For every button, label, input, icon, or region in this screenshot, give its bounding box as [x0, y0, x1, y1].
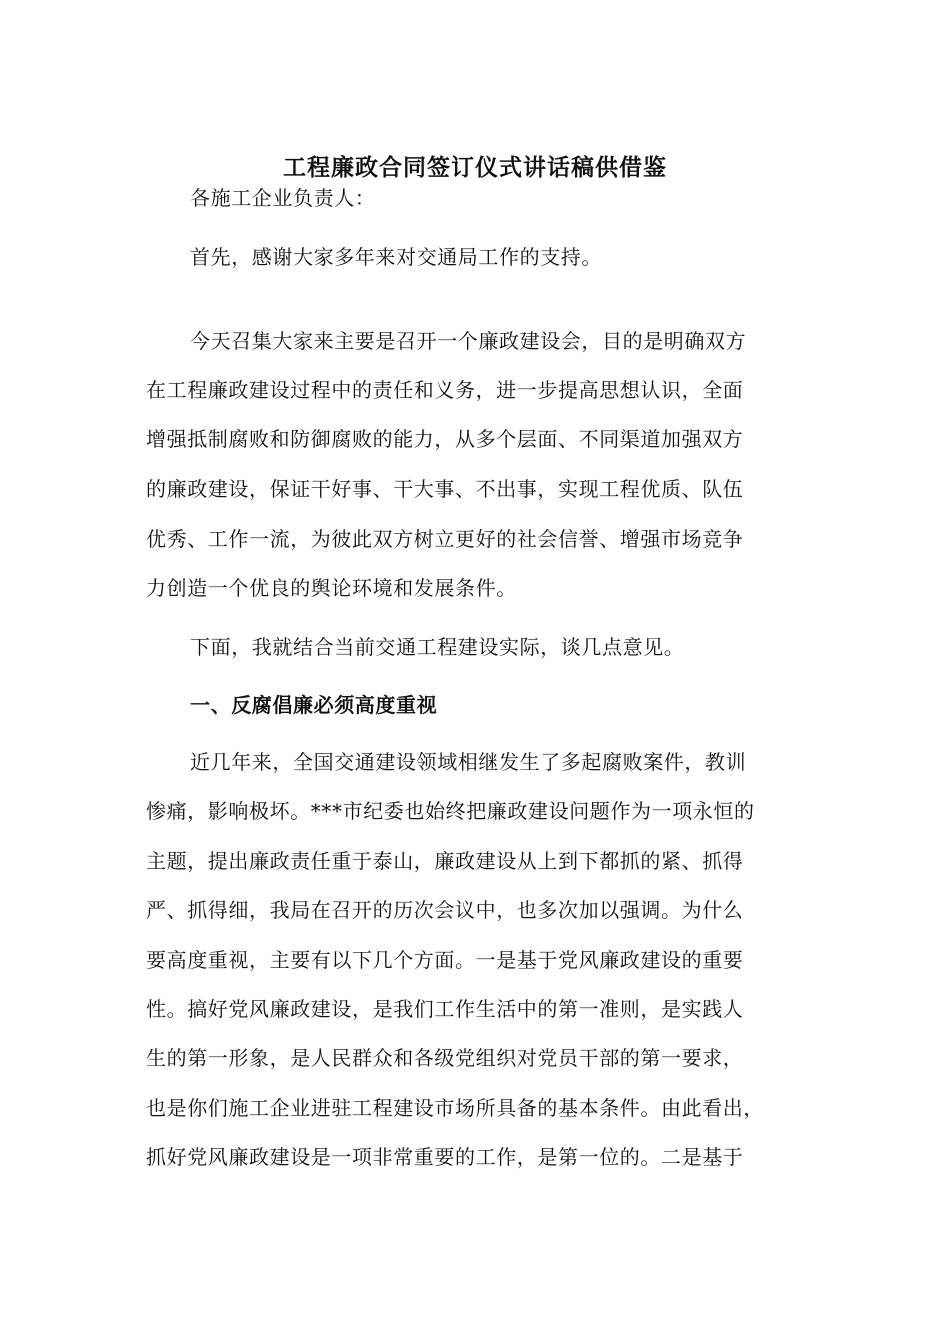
paragraph-line: 下面，我就结合当前交通工程建设实际，谈几点意见。 [190, 635, 685, 659]
greeting-line: 各施工企业负责人： [190, 186, 376, 210]
paragraph-line: 优秀、工作一流，为彼此双方树立更好的社会信誉、增强市场竞争 [146, 527, 744, 551]
paragraph-line: 在工程廉政建设过程中的责任和义务，进一步提高思想认识，全面 [146, 378, 744, 402]
paragraph-line: 要高度重视，主要有以下几个方面。一是基于党风廉政建设的重要 [146, 948, 744, 972]
paragraph-line: 性。搞好党风廉政建设，是我们工作生活中的第一准则，是实践人 [146, 997, 744, 1021]
section-heading: 一、反腐倡廉必须高度重视 [190, 693, 438, 717]
paragraph-line: 今天召集大家来主要是召开一个廉政建设会，目的是明确双方 [190, 329, 747, 353]
document-title: 工程廉政合同签订仪式讲话稿供借鉴 [283, 154, 667, 181]
paragraph-line: 严、抓得细，我局在召开的历次会议中，也多次加以强调。为什么 [146, 898, 744, 922]
paragraph-line: 首先，感谢大家多年来对交通局工作的支持。 [190, 245, 602, 269]
paragraph-line: 近几年来，全国交通建设领域相继发生了多起腐败案件，教训 [190, 750, 747, 774]
paragraph-line: 的廉政建设，保证干好事、干大事、不出事，实现工程优质、队伍 [146, 477, 744, 501]
paragraph-line: 生的第一形象，是人民群众和各级党组织对党员干部的第一要求， [146, 1046, 744, 1070]
paragraph-line: 抓好党风廉政建设是一项非常重要的工作，是第一位的。二是基于 [146, 1145, 744, 1169]
paragraph-line: 惨痛，影响极坏。***市纪委也始终把廉政建设问题作为一项永恒的 [146, 799, 755, 823]
paragraph-line: 增强抵制腐败和防御腐败的能力，从多个层面、不同渠道加强双方 [146, 427, 744, 451]
paragraph-line: 力创造一个优良的舆论环境和发展条件。 [146, 576, 517, 600]
paragraph-line: 主题，提出廉政责任重于泰山，廉政建设从上到下都抓的紧、抓得 [146, 849, 744, 873]
paragraph-line: 也是你们施工企业进驻工程建设市场所具备的基本条件。由此看出， [146, 1096, 764, 1120]
